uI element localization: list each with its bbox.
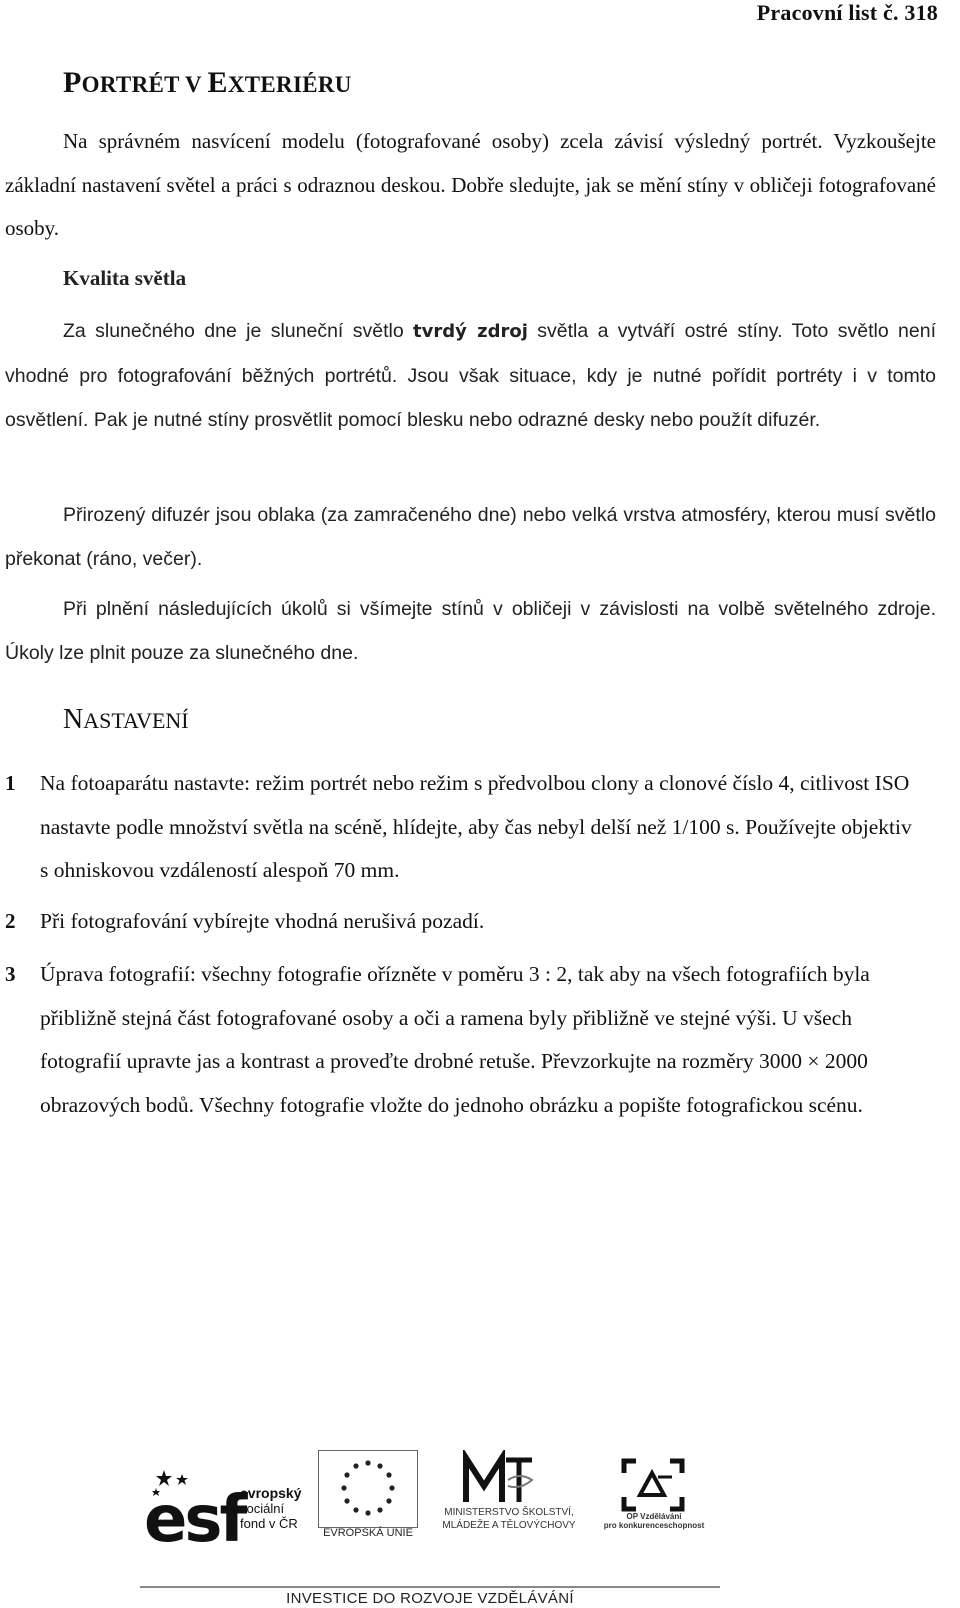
invest-slogan: INVESTICE DO ROZVOJE VZDĚLÁVÁNÍ [286,1590,574,1607]
op-line-1: OP Vzdělávání [626,1512,682,1521]
quality-paragraph-1 [5,309,936,442]
quality-heading: Kvalita světla [63,266,187,290]
eu-label: EVROPSKÁ UNIE [323,1527,413,1539]
quality-paragraph-2: Přirozený difuzér jsou oblaka (za zamračeného dne) nebo velká vrstva atmosféry, kterou musí světlo překonat (ráno, večer). [5,504,936,570]
footer-divider [140,1586,720,1588]
title-rest-1: ORTRÉT V [81,72,208,97]
settings-heading-cap: N [63,704,84,735]
list-item-number: 3 [5,962,16,986]
msmt-line-1: MINISTERSTVO ŠKOLSTVÍ, [444,1507,574,1518]
op-label [596,1512,712,1530]
quality-para1-before: Za slunečného dne je sluneční světlo [63,320,414,342]
list-item-number: 1 [5,771,16,795]
esf-logo: esf [144,1483,245,1557]
quality-paragraph-3: Při plnění následujících úkolů si všímejte stínů v obličeji v závislosti na volbě světelného zdroje. Úkoly lze plnit pouze za slunečného dne. [5,598,936,664]
esf-caption [240,1486,301,1531]
eu-flag-icon [318,1450,418,1530]
settings-heading [63,704,189,736]
op-logo-icon [618,1455,688,1515]
esf-line-2: sociální [240,1501,285,1516]
op-line-2: pro konkurenceschopnost [603,1521,705,1530]
list-item-text: Úprava fotografií: všechny fotografie ořízněte v poměru 3 : 2, tak aby na všech fotografiích byla přibližně stejná část fotografované osoby a oči a ramena byly přibližně ve stejné výši. U všech fotografií upravte jas a kontrast a proveďte drobné retuše. Převzorkujte na rozměry 3000 × 2000 obrazových bodů. Všechny fotografie vložte do jednoho obrázku a popište fotografickou scénu. [40,962,870,1117]
msmt-line-2: MLÁDEŽE A TĚLOVÝCHOVY [442,1520,576,1531]
settings-heading-rest: ASTAVENÍ [83,708,189,733]
title-cap-2: E [207,66,228,99]
quality-para1-bold: tvrdý zdroj [413,321,528,342]
msmt-label [424,1506,594,1532]
title-cap-1: P [63,66,82,99]
quality-para1-after: světla a vytváří ostré stíny. Toto světlo není vhodné pro fotografování běžných portrétů. Jsou však situace, kdy je nutné pořídit portréty i v tomto osvětlení. Pak je nutné stíny prosvětlit pomocí blesku nebo odrazné desky nebo použít difuzér. [5,320,937,431]
list-item-number: 2 [5,909,16,933]
list-item-text: Při fotografování vybírejte vhodná nerušivá pozadí. [40,909,485,933]
msmt-logo-icon [462,1450,542,1510]
list-item-text: Na fotoaparátu nastavte: režim portrét nebo režim s předvolbou clony a clonové číslo 4, citlivost ISO nastavte podle množství světla na scéně, hlídejte, aby čas nebyl delší než 1/100 s. Používejte objektiv s ohniskovou vzdáleností alespoň 70 mm. [40,771,912,882]
esf-line-3: fond v ČR [240,1516,298,1531]
esf-line-1: evropský [240,1485,302,1501]
page-title [63,66,352,100]
title-rest-2: XTERIÉRU [227,72,352,97]
intro-paragraph: Na správném nasvícení modelu (fotografované osoby) zcela závisí výsledný portrét. Vyzkoušejte základní nastavení světel a práci s odraznou deskou. Dobře sledujte, jak se mění stíny v obličeji fotografované osoby. [5,129,936,240]
worksheet-number: Pracovní list č. 318 [756,0,938,25]
footer-logos [140,1450,720,1600]
